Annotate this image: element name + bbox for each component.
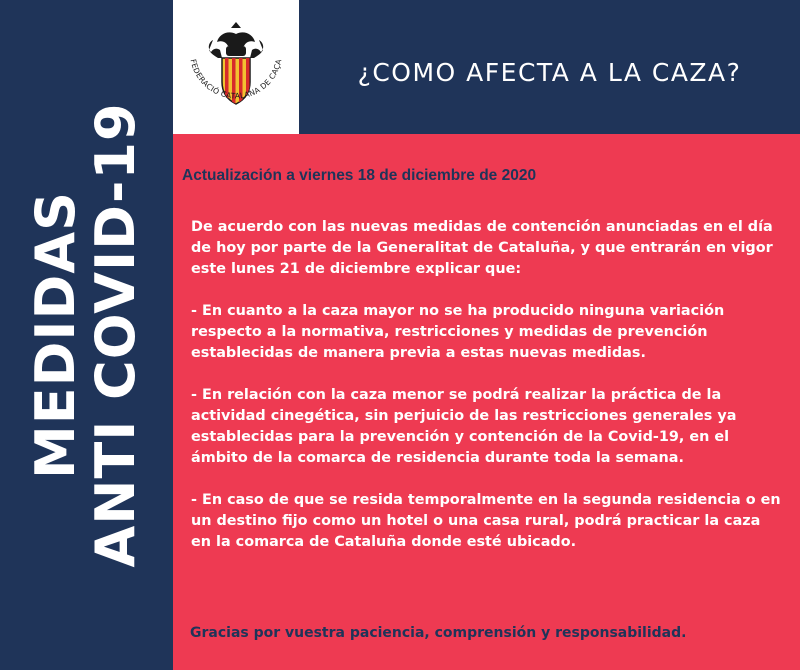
logo-caption: FEDERACIÓ CATALANA DE CAÇA bbox=[188, 58, 284, 101]
header-title: ¿COMO AFECTA A LA CAZA? bbox=[357, 58, 742, 87]
logo-box bbox=[173, 0, 299, 134]
update-date: Actualización a viernes 18 de diciembre de 2020 bbox=[182, 167, 537, 184]
header bbox=[299, 0, 800, 134]
content-panel bbox=[173, 134, 800, 670]
federation-logo bbox=[173, 0, 299, 134]
segunda-residencia-paragraph: - En caso de que se resida temporalmente en la segunda residencia o en un destino fijo como un hotel o una casa rural, podrá practicar la caza en la comarca de Cataluña donde esté ubicado. bbox=[191, 492, 781, 550]
body-text bbox=[191, 217, 781, 574]
title-line-anti-covid: ANTI COVID-19 bbox=[84, 102, 147, 568]
caza-menor-paragraph: - En relación con la caza menor se podrá realizar la práctica de la actividad cinegética, sin perjuicio de las restricciones generales ya establecidas para la prevención y contención de la Covid-19, en el ámbito de la comarca de residencia durante toda la semana. bbox=[191, 387, 737, 466]
footer-thanks: Gracias por vuestra paciencia, comprensión y responsabilidad. bbox=[190, 625, 687, 641]
title-line-medidas: MEDIDAS bbox=[24, 190, 87, 480]
caza-mayor-paragraph: - En cuanto a la caza mayor no se ha producido ninguna variación respecto a la normativa, restricciones y medidas de prevención establecidas de manera previa a estas nuevas medidas. bbox=[191, 303, 725, 361]
sidebar bbox=[0, 0, 173, 670]
intro-paragraph: De acuerdo con las nuevas medidas de contención anunciadas en el día de hoy por parte de la Generalitat de Cataluña, y que entrarán en vigor este lunes 21 de diciembre explicar que: bbox=[191, 219, 773, 277]
crest-ornament-icon bbox=[209, 22, 263, 58]
vertical-title bbox=[26, 102, 146, 567]
